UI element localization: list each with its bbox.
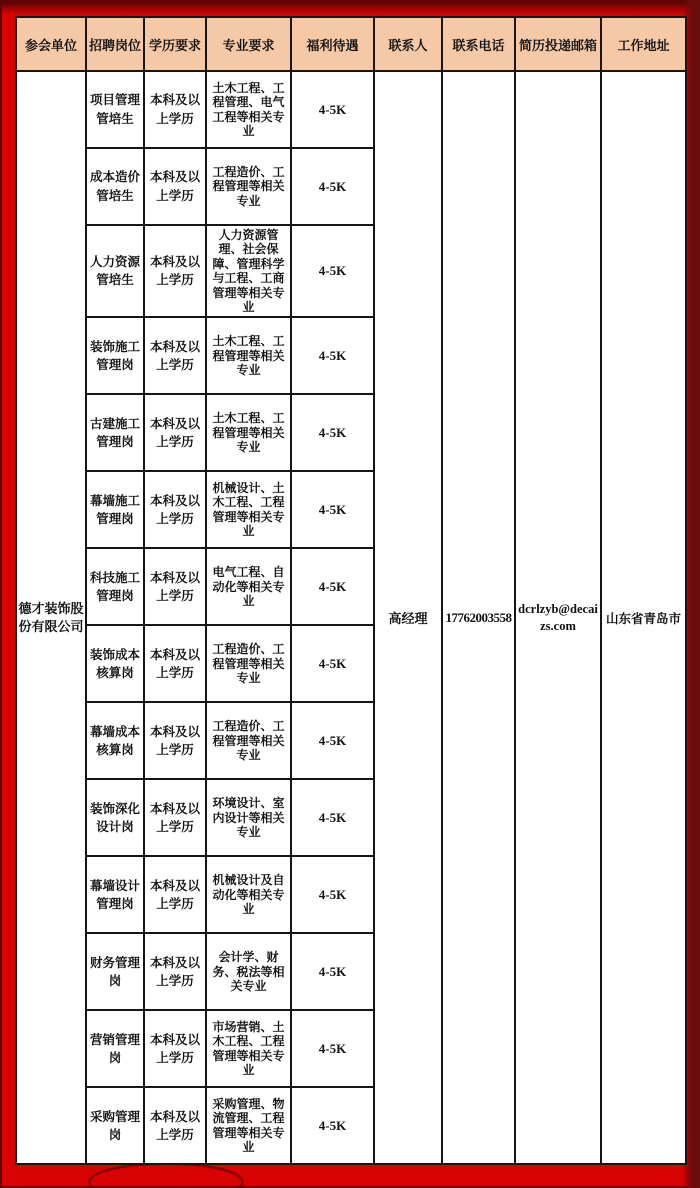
phone-cell: 17762003558 — [442, 71, 515, 1164]
salary-cell: 4-5K — [291, 471, 374, 548]
salary-cell: 4-5K — [291, 1087, 374, 1164]
position-cell: 营销管理岗 — [86, 1010, 144, 1087]
frame-decorative-arc — [88, 1162, 244, 1188]
position-cell: 幕墙施工管理岗 — [86, 471, 144, 548]
address-cell: 山东省青岛市 — [601, 71, 686, 1164]
major-cell: 工程造价、工程管理等相关专业 — [206, 702, 291, 779]
salary-cell: 4-5K — [291, 148, 374, 225]
major-cell: 土木工程、工程管理等相关专业 — [206, 394, 291, 471]
position-cell: 项目管理管培生 — [86, 71, 144, 148]
salary-cell: 4-5K — [291, 856, 374, 933]
salary-cell: 4-5K — [291, 548, 374, 625]
education-cell: 本科及以上学历 — [144, 548, 206, 625]
education-cell: 本科及以上学历 — [144, 1010, 206, 1087]
education-cell: 本科及以上学历 — [144, 71, 206, 148]
position-cell: 幕墙成本核算岗 — [86, 702, 144, 779]
salary-cell: 4-5K — [291, 933, 374, 1010]
email-cell: dcrlzyb@decaizs.com — [515, 71, 601, 1164]
position-cell: 成本造价管培生 — [86, 148, 144, 225]
header-email: 简历投递邮箱 — [515, 17, 601, 71]
table-row — [16, 71, 686, 148]
position-cell: 装饰深化设计岗 — [86, 779, 144, 856]
company-cell: 德才装饰股份有限公司 — [16, 71, 86, 1164]
major-cell: 机械设计、土木工程、工程管理等相关专业 — [206, 471, 291, 548]
recruitment-table — [15, 16, 687, 1165]
position-cell: 科技施工管理岗 — [86, 548, 144, 625]
major-cell: 工程造价、工程管理等相关专业 — [206, 625, 291, 702]
header-salary: 福利待遇 — [291, 17, 374, 71]
education-cell: 本科及以上学历 — [144, 933, 206, 1010]
major-cell: 工程造价、工程管理等相关专业 — [206, 148, 291, 225]
education-cell: 本科及以上学历 — [144, 702, 206, 779]
education-cell: 本科及以上学历 — [144, 625, 206, 702]
salary-cell: 4-5K — [291, 702, 374, 779]
education-cell: 本科及以上学历 — [144, 1087, 206, 1164]
education-cell: 本科及以上学历 — [144, 394, 206, 471]
education-cell: 本科及以上学历 — [144, 317, 206, 394]
header-row — [16, 17, 686, 71]
header-company: 参会单位 — [16, 17, 86, 71]
header-education: 学历要求 — [144, 17, 206, 71]
major-cell: 市场营销、土木工程、工程管理等相关专业 — [206, 1010, 291, 1087]
education-cell: 本科及以上学历 — [144, 225, 206, 317]
education-cell: 本科及以上学历 — [144, 148, 206, 225]
salary-cell: 4-5K — [291, 71, 374, 148]
education-cell: 本科及以上学历 — [144, 471, 206, 548]
salary-cell: 4-5K — [291, 779, 374, 856]
position-cell: 人力资源管培生 — [86, 225, 144, 317]
header-phone: 联系电话 — [442, 17, 515, 71]
header-address: 工作地址 — [601, 17, 686, 71]
major-cell: 采购管理、物流管理、工程管理等相关专业 — [206, 1087, 291, 1164]
major-cell: 电气工程、自动化等相关专业 — [206, 548, 291, 625]
education-cell: 本科及以上学历 — [144, 779, 206, 856]
major-cell: 机械设计及自动化等相关专业 — [206, 856, 291, 933]
major-cell: 人力资源管理、社会保障、管理科学与工程、工商管理等相关专业 — [206, 225, 291, 317]
salary-cell: 4-5K — [291, 625, 374, 702]
major-cell: 土木工程、工程管理、电气工程等相关专业 — [206, 71, 291, 148]
header-contact: 联系人 — [374, 17, 442, 71]
major-cell: 环境设计、室内设计等相关专业 — [206, 779, 291, 856]
salary-cell: 4-5K — [291, 317, 374, 394]
major-cell: 会计学、财务、税法等相关专业 — [206, 933, 291, 1010]
major-cell: 土木工程、工程管理等相关专业 — [206, 317, 291, 394]
position-cell: 古建施工管理岗 — [86, 394, 144, 471]
position-cell: 采购管理岗 — [86, 1087, 144, 1164]
salary-cell: 4-5K — [291, 1010, 374, 1087]
contact-person-cell: 高经理 — [374, 71, 442, 1164]
salary-cell: 4-5K — [291, 225, 374, 317]
position-cell: 装饰成本核算岗 — [86, 625, 144, 702]
position-cell: 财务管理岗 — [86, 933, 144, 1010]
education-cell: 本科及以上学历 — [144, 856, 206, 933]
salary-cell: 4-5K — [291, 394, 374, 471]
header-position: 招聘岗位 — [86, 17, 144, 71]
header-major: 专业要求 — [206, 17, 291, 71]
position-cell: 幕墙设计管理岗 — [86, 856, 144, 933]
position-cell: 装饰施工管理岗 — [86, 317, 144, 394]
